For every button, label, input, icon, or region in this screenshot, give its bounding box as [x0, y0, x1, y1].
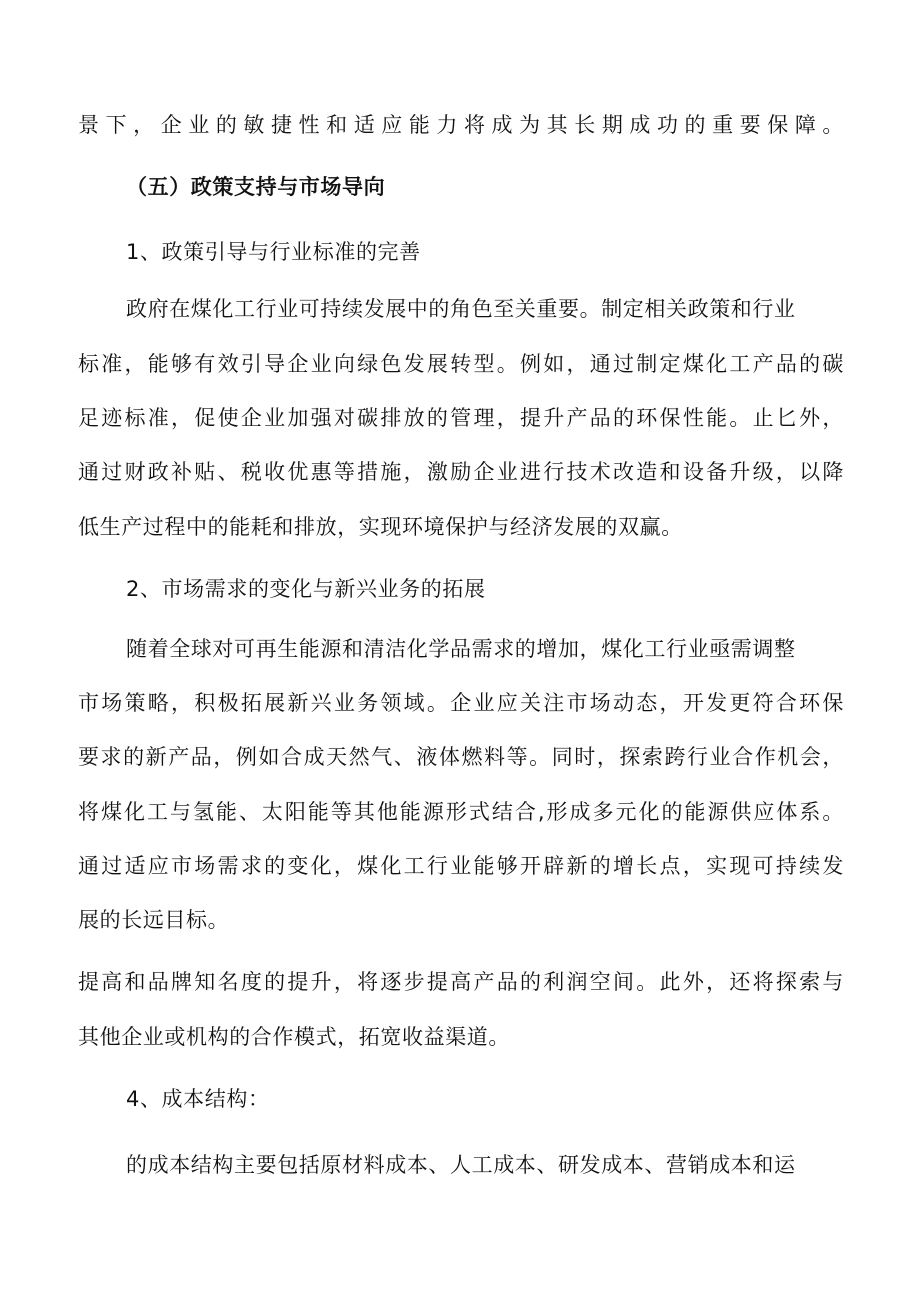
- paragraph-line: 随着全球对可再生能源和清洁化学品需求的增加，煤化工行业亟需调整: [126, 637, 796, 661]
- paragraph-line: 提高和品牌知名度的提升，将逐步提高产品的利润空间。此外，还将探索与: [78, 970, 844, 994]
- paragraph-line: 通过适应市场需求的变化，煤化工行业能够开辟新的增长点，实现可持续发: [78, 854, 844, 878]
- paragraph-line: 通过财政补贴、税收优惠等措施，激励企业进行技术改造和设备升级，以降: [78, 460, 844, 484]
- subsection-heading: 4、成本结构：: [126, 1087, 270, 1111]
- paragraph-line: 政府在煤化工行业可持续发展中的角色至关重要。制定相关政策和行业: [126, 297, 796, 321]
- paragraph-line: 市场策略，积极拓展新兴业务领域。企业应关注市场动态，开发更符合环保: [78, 691, 844, 715]
- paragraph-line: 低生产过程中的能耗和排放，实现环境保护与经济发展的双赢。: [78, 515, 683, 539]
- paragraph-line: 标准，能够有效引导企业向绿色发展转型。例如，通过制定煤化工产品的碳: [78, 352, 844, 376]
- paragraph-line: 将煤化工与氢能、太阳能等其他能源形式结合,形成多元化的能源供应体系。: [78, 800, 844, 824]
- paragraph-line: 展的长远目标。: [78, 908, 230, 932]
- subsection-heading: 2、市场需求的变化与新兴业务的拓展: [126, 577, 486, 601]
- paragraph-line: 其他企业或机构的合作模式，拓宽收益渠道。: [78, 1025, 510, 1049]
- paragraph-line: 足迹标准，促使企业加强对碳排放的管理，提升产品的环保性能。止匕外，: [78, 406, 844, 430]
- subsection-heading: 1、政策引导与行业标准的完善: [126, 240, 421, 264]
- paragraph-line: 的成本结构主要包括原材料成本、人工成本、研发成本、营销成本和运: [126, 1153, 796, 1177]
- section-heading: （五）政策支持与市场导向: [126, 175, 386, 199]
- paragraph-line: 景下，企业的敏捷性和适应能力将成为其长期成功的重要保障。: [78, 113, 844, 137]
- paragraph-line: 要求的新产品，例如合成天然气、液体燃料等。同时，探索跨行业合作机会，: [78, 745, 844, 769]
